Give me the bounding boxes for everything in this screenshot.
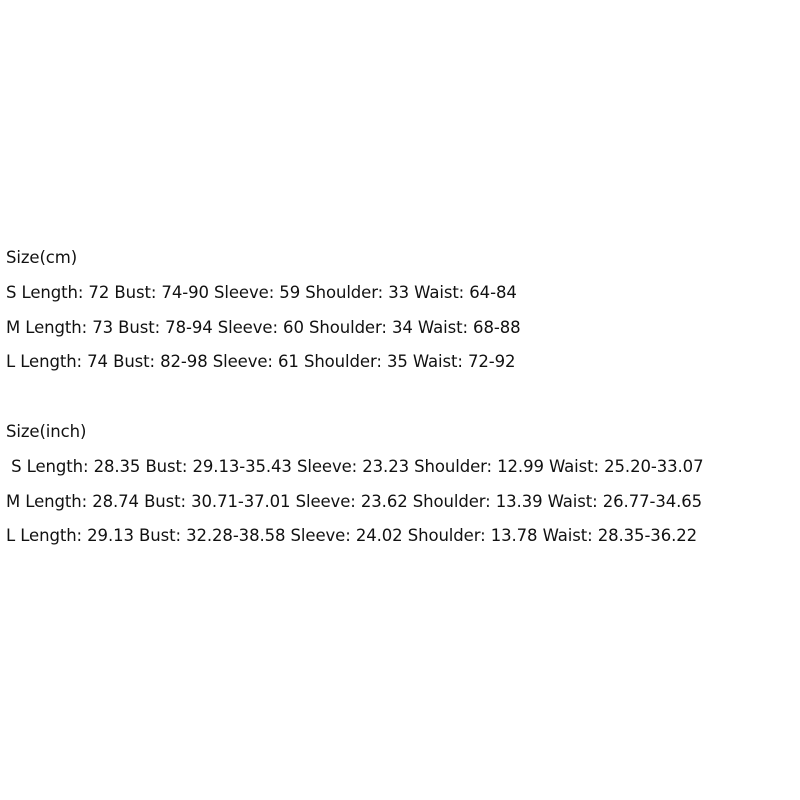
section-spacer: [6, 385, 796, 420]
cm-row-m: M Length: 73 Bust: 78-94 Sleeve: 60 Shoulder: 34 Waist: 68-88: [6, 317, 521, 337]
cm-heading: Size(cm): [6, 248, 78, 267]
size-chart: [6, 246, 796, 559]
inch-heading: Size(inch): [6, 421, 87, 441]
inch-row-s: S Length: 28.35 Bust: 29.13-35.43 Sleeve: 23.23 Shoulder: 12.99 Waist: 25.20-33.07: [6, 456, 704, 476]
cm-row-l: L Length: 74 Bust: 82-98 Sleeve: 61 Shoulder: 35 Waist: 72-92: [6, 352, 516, 372]
inch-row-m: M Length: 28.74 Bust: 30.71-37.01 Sleeve: 23.62 Shoulder: 13.39 Waist: 26.77-34.65: [6, 491, 703, 511]
cm-row-s: S Length: 72 Bust: 74-90 Sleeve: 59 Shoulder: 33 Waist: 64-84: [6, 282, 517, 302]
inch-row-l: L Length: 29.13 Bust: 32.28-38.58 Sleeve: 24.02 Shoulder: 13.78 Waist: 28.35-36.22: [6, 526, 698, 546]
